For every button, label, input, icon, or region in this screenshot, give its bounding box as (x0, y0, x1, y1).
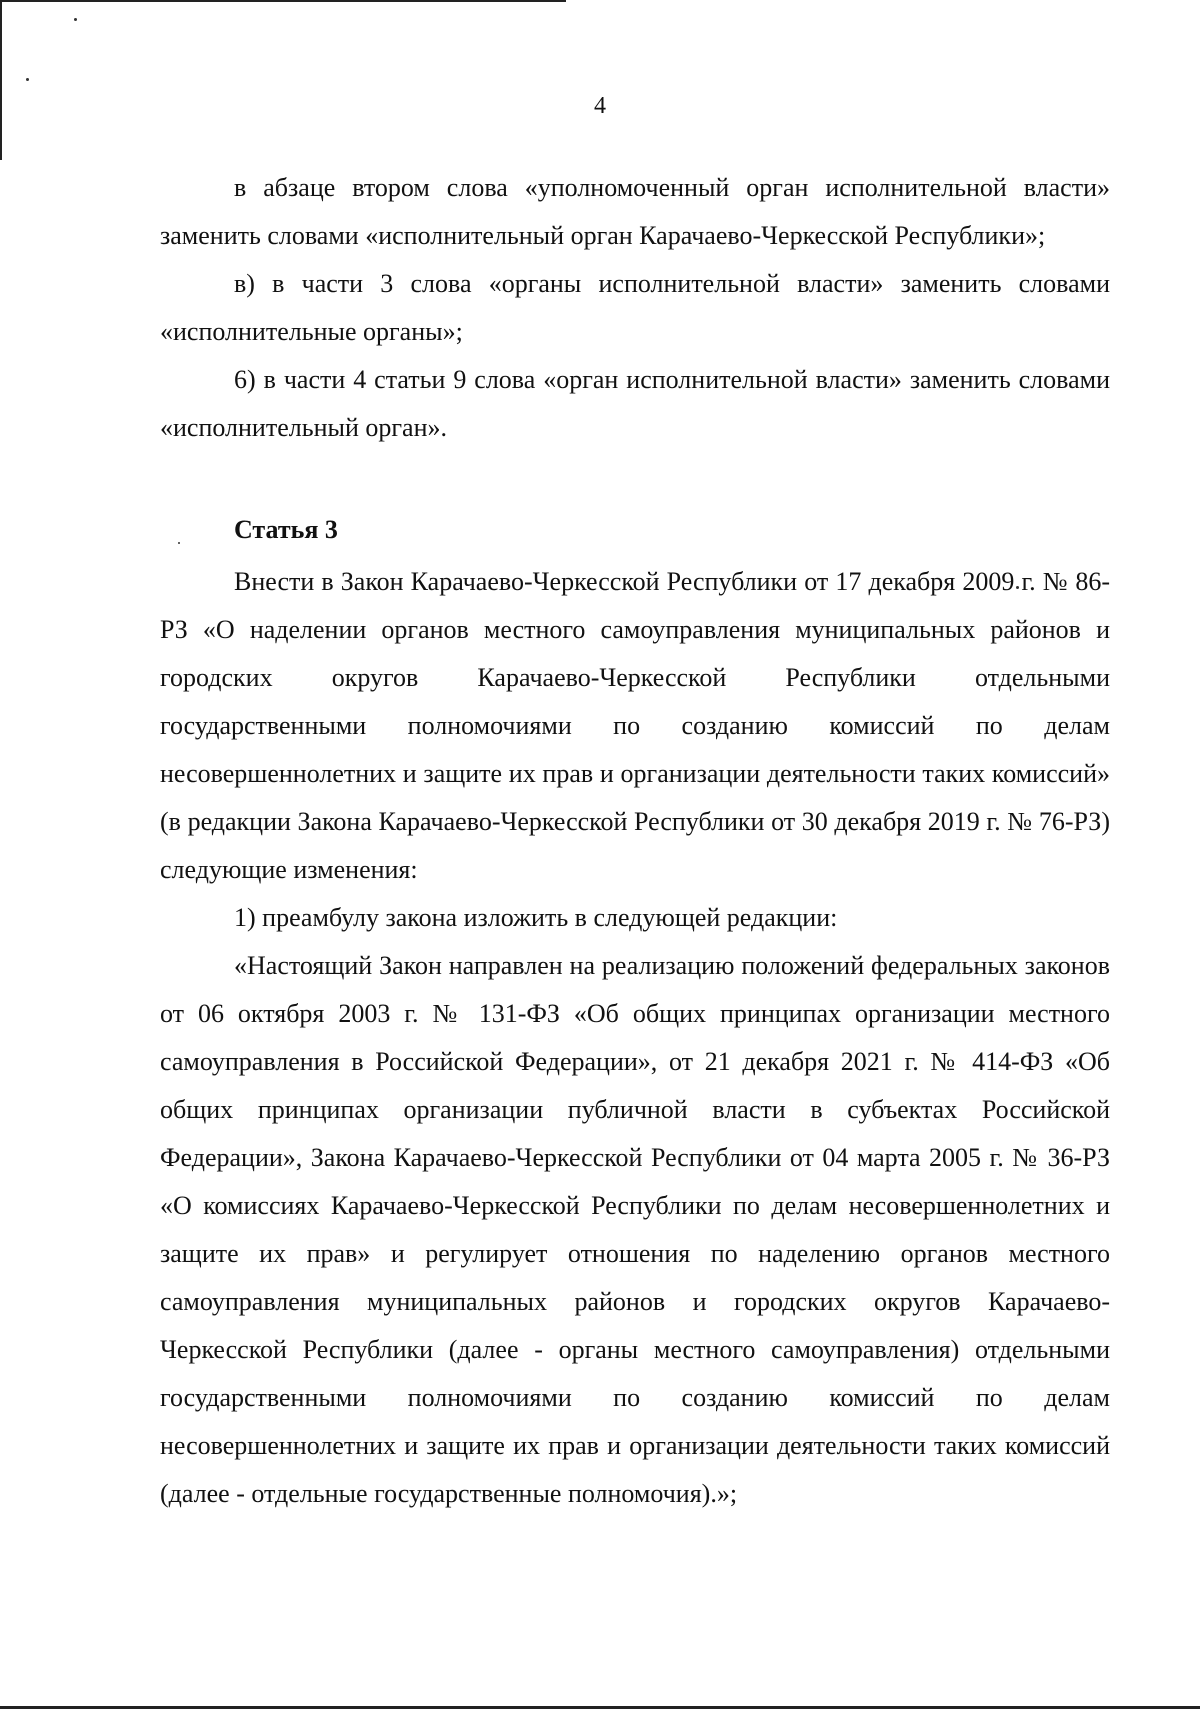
page-number: 4 (594, 93, 606, 119)
article-heading: Статья 3 (234, 515, 338, 544)
scan-speck (26, 78, 29, 81)
paragraph: «Настоящий Закон направлен на реализацию положений федеральных законов от 06 октября 2003 г. № 131-ФЗ «Об общих принципах организации местного самоуправления в Российской Федерации», от 21 декабря 2021 г. № 414-ФЗ «Об общих принципах организации публичной власти в субъектах Российской Федерации», Закона Карачаево-Черкесской Республики от 04 марта 2005 г. № 36-РЗ «О комиссиях Карачаево-Черкесской Республики по делам несовершеннолетних и защите их прав» и регулирует отношения по наделению органов местного самоуправления муниципальных районов и городских округов Карачаево-Черкесской Республики (далее - органы местного самоуправления) отдельными государственными полномочиями по созданию комиссий по делам несовершеннолетних и защите их прав и организации деятельности таких комиссий (далее - отдельные государственные полномочия).»; (160, 951, 1110, 1508)
scan-border-bottom (0, 1706, 1200, 1709)
paragraph: в) в части 3 слова «органы исполнительной власти» заменить словами «исполнительные органы»; (160, 269, 1110, 346)
paragraph: 1) преамбулу закона изложить в следующей редакции: (234, 903, 838, 932)
scan-speck (74, 18, 77, 21)
document-body (160, 164, 1110, 1518)
scan-border-top (0, 0, 566, 2)
paragraph: в абзаце втором слова «уполномоченный орган исполнительной власти» заменить словами «исполнительный орган Карачаево-Черкесской Республики»; (160, 173, 1110, 250)
paragraph: Внести в Закон Карачаево-Черкесской Республики от 17 декабря 2009 г. № 86-РЗ «О наделении органов местного самоуправления муниципальных районов и городских округов Карачаево-Черкесской Республики отдельными государственными полномочиями по созданию комиссий по делам несовершеннолетних и защите их прав и организации деятельности таких комиссий» (в редакции Закона Карачаево-Черкесской Республики от 30 декабря 2019 г. № 76-РЗ) следующие изменения: (160, 567, 1110, 884)
paragraph: 6) в части 4 статьи 9 слова «орган исполнительной власти» заменить словами «исполнительный орган». (160, 365, 1110, 442)
scan-border-left (0, 0, 2, 160)
